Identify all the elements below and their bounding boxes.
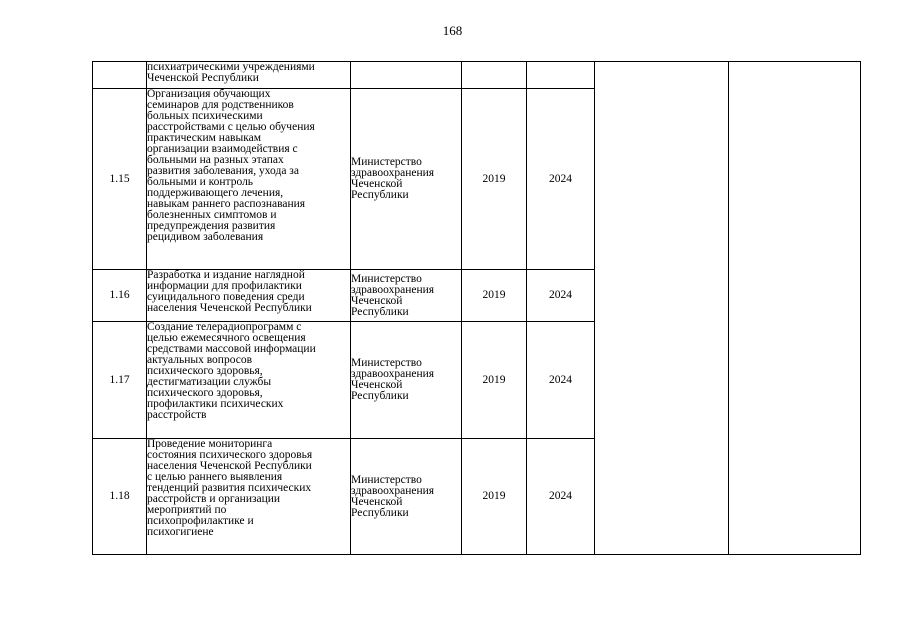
row-number-cell: 1.15 [93,89,147,270]
end-year-cell: 2024 [527,89,595,270]
row-number-cell: 1.17 [93,322,147,439]
responsible-executor-cell: Министерство здравоохранения Чеченской Республики [351,439,462,555]
activity-description-cell: Создание телерадиопрограмм с целью ежемесячного освещения средствами массовой информации актуальных вопросов психического здоровья, дестигматизации службы психического здоровья, профилактики психических расстройств [147,322,351,439]
start-year-cell: 2019 [462,270,527,322]
responsible-executor-cell: Министерство здравоохранения Чеченской Республики [351,270,462,322]
responsible-executor-cell: Министерство здравоохранения Чеченской Республики [351,89,462,270]
activities-table [92,61,861,555]
end-year-cell: 2024 [527,439,595,555]
start-year-cell: 2019 [462,89,527,270]
start-year-cell [462,62,527,89]
empty-merged-cell [595,62,729,555]
page-number: 168 [442,23,463,38]
end-year-cell: 2024 [527,270,595,322]
end-year-cell [527,62,595,89]
row-number-cell: 1.16 [93,270,147,322]
activity-description-cell: Разработка и издание наглядной информации для профилактики суицидального поведения среди населения Чеченской Республики [147,270,351,322]
end-year-cell: 2024 [527,322,595,439]
activity-description-cell: Организация обучающих семинаров для родственников больных психическими расстройствами с целью обучения практическим навыкам организации взаимодействия с больными на разных этапах развития заболевания, ухода за больными и контроль поддерживающего лечения, навыкам раннего распознавания болезненных симптомов и предупреждения развития рецидивом заболевания [147,89,351,270]
table-row [93,62,861,89]
empty-merged-cell [729,62,861,555]
responsible-executor-cell: Министерство здравоохранения Чеченской Республики [351,322,462,439]
start-year-cell: 2019 [462,322,527,439]
activity-description-cell: Проведение мониторинга состояния психического здоровья населения Чеченской Республики с целью раннего выявления тенденций развития психических расстройств и организации мероприятий по психопрофилактике и психогигиене [147,439,351,555]
row-number-cell [93,62,147,89]
row-number-cell: 1.18 [93,439,147,555]
activity-description-cell: психиатрическими учреждениями Чеченской Республики [147,62,351,89]
start-year-cell: 2019 [462,439,527,555]
responsible-executor-cell [351,62,462,89]
